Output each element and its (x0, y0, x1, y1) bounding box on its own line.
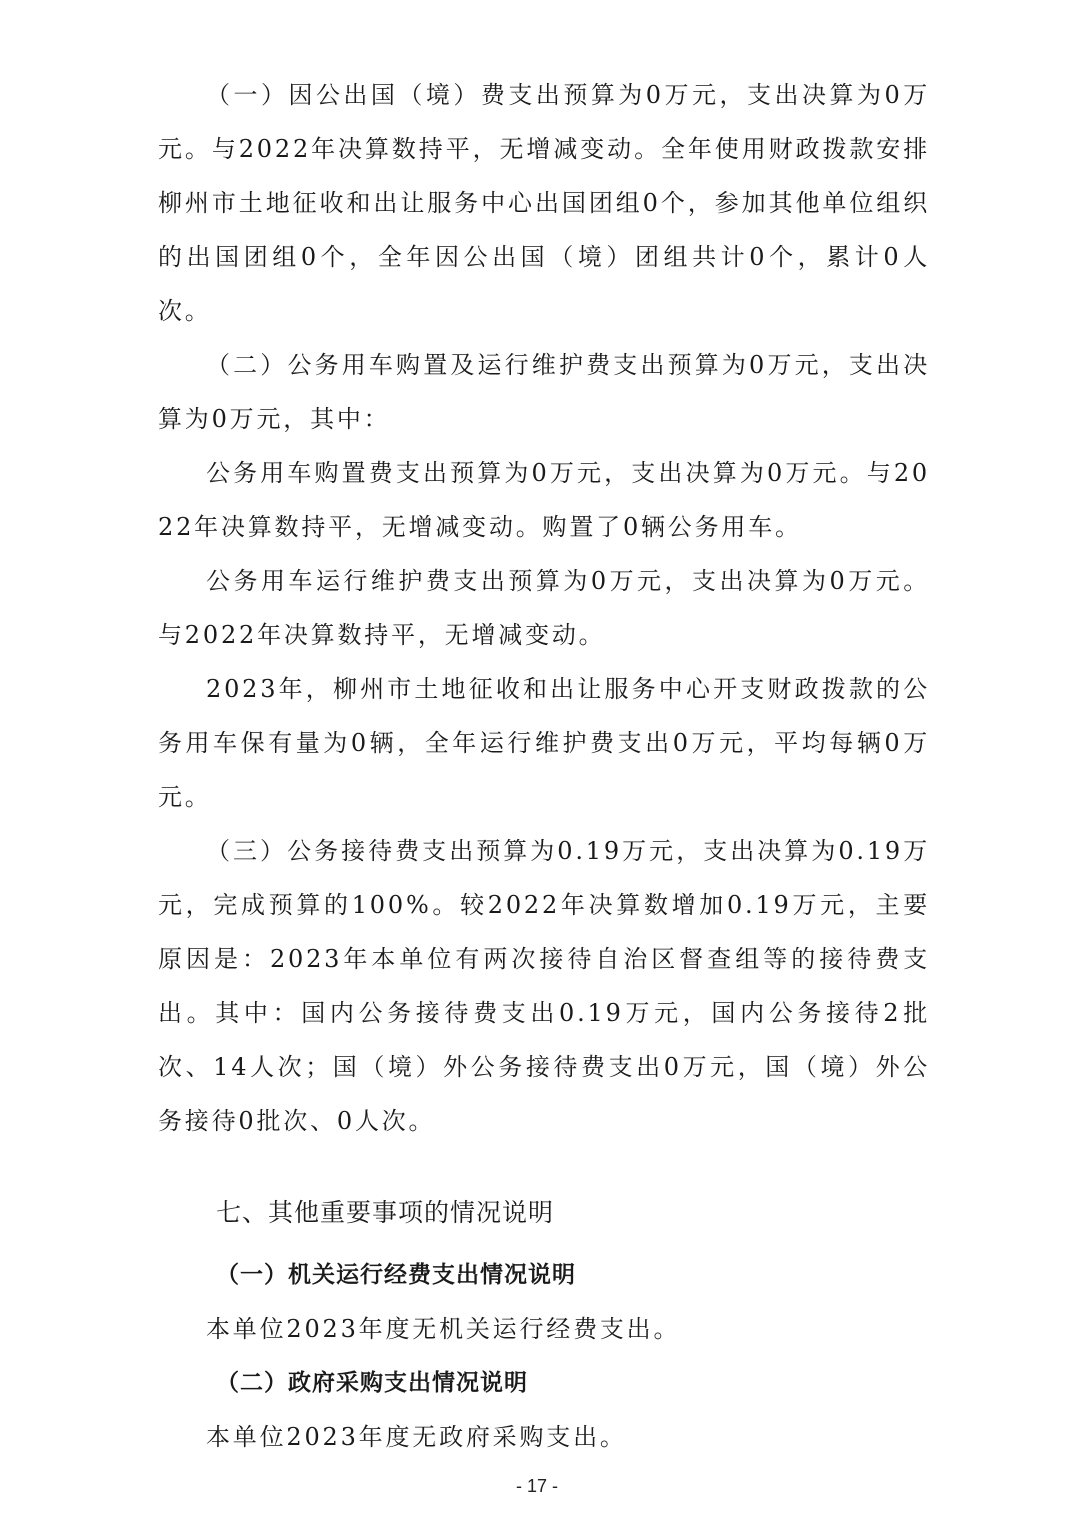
paragraph-reception: （三）公务接待费支出预算为0.19万元，支出决算为0.19万元，完成预算的100%。较2022年决算数增加0.19万元，主要原因是：2023年本单位有两次接待自治区督查组等的接待费支出。其中：国内公务接待费支出0.19万元，国内公务接待2批次、14人次；国（境）外公务接待费支出0万元，国（境）外公务接待0批次、0人次。 (158, 837, 930, 1135)
paragraph-vehicle-maintenance: 公务用车运行维护费支出预算为0万元，支出决算为0万元。与2022年决算数持平，无增减变动。 (158, 567, 930, 649)
section-spacer (158, 1148, 930, 1186)
subsection-1-heading: （一）机关运行经费支出情况说明 (216, 1262, 576, 1288)
subsection-1-body: 本单位2023年度无机关运行经费支出。 (206, 1315, 681, 1343)
document-body (158, 68, 930, 1464)
section-7-heading: 七、其他重要事项的情况说明 (216, 1198, 555, 1227)
paragraph-vehicle-purchase: 公务用车购置费支出预算为0万元，支出决算为0万元。与2022年决算数持平，无增减变动。购置了0辆公务用车。 (158, 459, 930, 541)
paragraph-overseas-travel: （一）因公出国（境）费支出预算为0万元，支出决算为0万元。与2022年决算数持平，无增减变动。全年使用财政拨款安排柳州市土地征收和出让服务中心出国团组0个，参加其他单位组织的出国团组0个，全年因公出国（境）团组共计0个，累计0人次。 (158, 81, 930, 325)
page-number: - 17 - (515, 1476, 558, 1496)
heading-spacer (158, 1240, 930, 1248)
subsection-2-body: 本单位2023年度无政府采购支出。 (206, 1423, 627, 1451)
paragraph-vehicle-holdings: 2023年，柳州市土地征收和出让服务中心开支财政拨款的公务用车保有量为0辆，全年运行维护费支出0万元，平均每辆0万元。 (158, 675, 930, 811)
paragraph-vehicle-summary: （二）公务用车购置及运行维护费支出预算为0万元，支出决算为0万元，其中： (158, 351, 930, 433)
subsection-2-heading: （二）政府采购支出情况说明 (216, 1370, 528, 1396)
